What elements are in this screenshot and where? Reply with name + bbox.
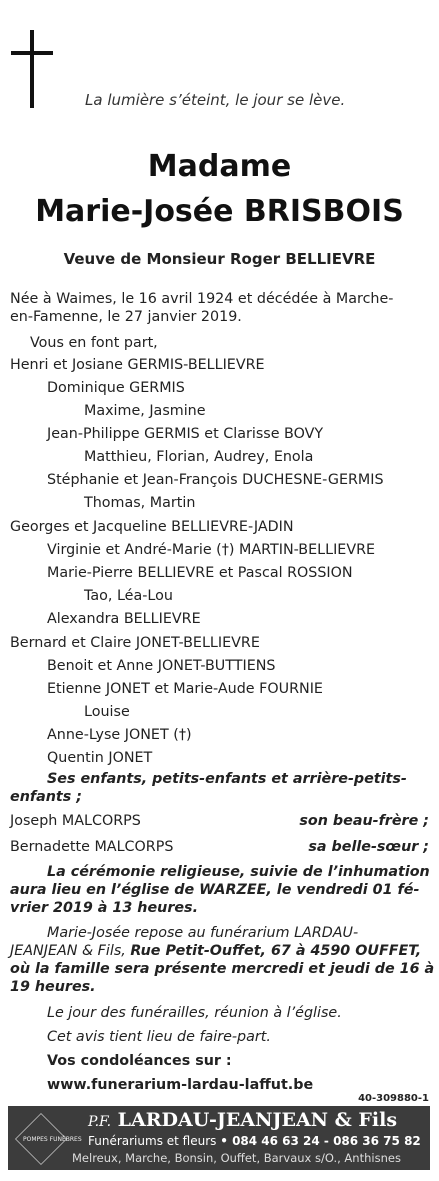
- relative-relation: son beau-frère ;: [299, 813, 429, 829]
- condolences-url[interactable]: www.funerarium-lardau-laffut.be: [47, 1077, 314, 1093]
- rest-address: Rue Petit-Ouffet, 67 à 4590 OUFFET,: [130, 943, 422, 959]
- note-line: Le jour des funérailles, réunion à l’église.: [47, 1005, 342, 1021]
- funeral-locations: Melreux, Marche, Bonsin, Ouffet, Barvaux s/O., Anthisnes: [72, 1151, 401, 1165]
- condolences-label: Vos condoléances sur :: [47, 1053, 232, 1069]
- family-line: Thomas, Martin: [84, 495, 196, 511]
- cross-icon: [30, 30, 34, 108]
- family-line: Alexandra BELLIEVRE: [47, 611, 201, 627]
- rest-line-4: 19 heures.: [10, 979, 96, 995]
- relative-relation: sa belle-sœur ;: [308, 839, 429, 855]
- family-line: Louise: [84, 704, 130, 720]
- funeral-contact: [88, 1134, 421, 1148]
- funeral-logo-text: POMPES FUNÈBRES: [23, 1136, 82, 1143]
- title-honorific: Madame: [147, 149, 292, 184]
- subtitle-widow: Veuve de Monsieur Roger BELLIEVRE: [63, 250, 376, 268]
- family-line: Jean-Philippe GERMIS et Clarisse BOVY: [47, 426, 324, 442]
- rest-line-1: Marie-Josée repose au funérarium LARDAU-: [47, 925, 359, 941]
- funeral-prefix: P.F.: [88, 1114, 112, 1130]
- reference-number: 40-309880-1: [358, 1093, 429, 1104]
- family-line: Tao, Léa-Lou: [84, 588, 173, 604]
- ceremony-line-1: La cérémonie religieuse, suivie de l’inhumation: [47, 864, 430, 880]
- family-line: Bernard et Claire JONET-BELLIEVRE: [10, 635, 260, 651]
- family-line: Georges et Jacqueline BELLIEVRE-JADIN: [10, 519, 294, 535]
- ceremony-line-3: vrier 2019 à 13 heures.: [10, 900, 199, 916]
- funeral-home-name: [88, 1109, 397, 1131]
- rest-line-2a: JEANJEAN & Fils,: [10, 943, 131, 959]
- family-line: Maxime, Jasmine: [84, 403, 206, 419]
- funeral-phones: • 084 46 63 24 - 086 36 75 82: [220, 1134, 421, 1148]
- family-line: Benoit et Anne JONET-BUTTIENS: [47, 658, 276, 674]
- descendants-line-1: Ses enfants, petits-enfants et arrière-petits-: [47, 771, 407, 787]
- family-line: Dominique GERMIS: [47, 380, 185, 396]
- descendants-line-2: enfants ;: [10, 789, 82, 805]
- cross-icon-bar: [11, 51, 53, 55]
- family-line: Quentin JONET: [47, 750, 153, 766]
- family-line: Virginie et André-Marie (†) MARTIN-BELLIEVRE: [47, 542, 376, 558]
- family-line: Matthieu, Florian, Audrey, Enola: [84, 449, 314, 465]
- rest-line-2: [10, 942, 421, 960]
- ceremony-line-2: aura lieu en l’église de WARZEE, le vendredi 01 fé-: [10, 882, 420, 898]
- rest-line-3: où la famille sera présente mercredi et jeudi de 16 à: [10, 961, 435, 977]
- family-line: Marie-Pierre BELLIEVRE et Pascal ROSSION: [47, 565, 353, 581]
- family-line: Etienne JONET et Marie-Aude FOURNIE: [47, 681, 323, 697]
- note-line: Cet avis tient lieu de faire-part.: [47, 1029, 271, 1045]
- intro-line: Vous en font part,: [30, 335, 158, 351]
- birth-line-1: Née à Waimes, le 16 avril 1924 et décédée à Marche-: [10, 291, 394, 307]
- family-line: Stéphanie et Jean-François DUCHESNE-GERMIS: [47, 472, 384, 488]
- family-line: Anne-Lyse JONET (†): [47, 727, 192, 743]
- funeral-company: LARDAU-JEANJEAN & Fils: [117, 1109, 398, 1131]
- funeral-home-banner: [8, 1105, 430, 1170]
- birth-line-2: en-Famenne, le 27 janvier 2019.: [10, 309, 242, 325]
- relative-name: Bernadette MALCORPS: [10, 839, 174, 855]
- funeral-services: Funérariums et fleurs: [88, 1134, 217, 1148]
- relative-name: Joseph MALCORPS: [10, 813, 141, 829]
- title-name: Marie-Josée BRISBOIS: [35, 194, 404, 229]
- family-line: Henri et Josiane GERMIS-BELLIEVRE: [10, 357, 265, 373]
- motto: La lumière s’éteint, le jour se lève.: [85, 91, 346, 109]
